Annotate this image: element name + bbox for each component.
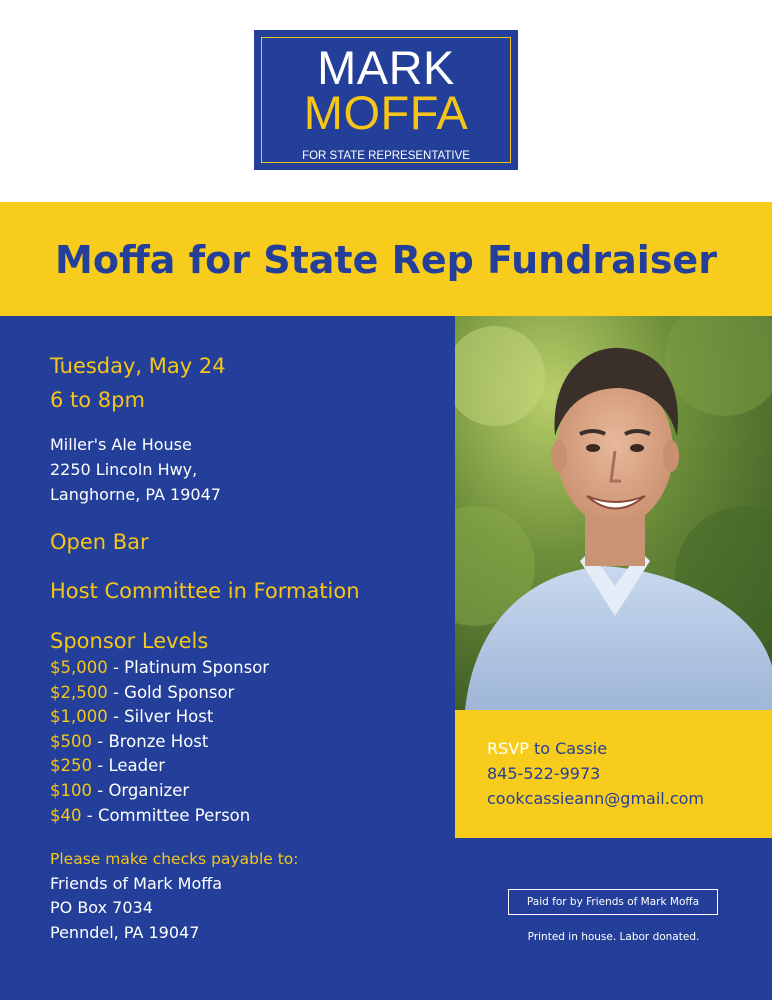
candidate-photo	[455, 316, 772, 710]
rsvp-contact-name: to Cassie	[528, 739, 608, 758]
sponsor-amount: $500	[50, 732, 92, 751]
page-title: Moffa for State Rep Fundraiser	[55, 238, 717, 282]
sponsor-amount: $40	[50, 806, 82, 825]
rsvp-keyword: RSVP	[487, 739, 529, 758]
sponsor-amount: $100	[50, 781, 92, 800]
sponsor-label: - Platinum Sponsor	[107, 658, 270, 677]
logo-last-name: MOFFA	[303, 86, 469, 139]
sponsor-label: - Bronze Host	[92, 732, 209, 751]
rsvp-phone[interactable]: 845-522-9973	[487, 764, 601, 783]
title-band	[0, 202, 772, 316]
event-time: 6 to 8pm	[50, 388, 145, 412]
sponsor-level	[50, 658, 269, 678]
sponsor-label: - Silver Host	[107, 707, 214, 726]
sponsor-amount: $5,000	[50, 658, 108, 677]
logo-subtitle: FOR STATE REPRESENTATIVE	[268, 150, 504, 162]
sponsor-level	[50, 781, 189, 801]
logo-first-name: MARK	[317, 41, 455, 94]
sponsor-label: - Gold Sponsor	[107, 683, 235, 702]
checks-heading: Please make checks payable to:	[50, 850, 299, 868]
sponsor-label: - Committee Person	[81, 806, 251, 825]
rsvp-line	[487, 739, 607, 759]
rsvp-email[interactable]: cookcassieann@gmail.com	[487, 789, 704, 808]
sponsor-level	[50, 707, 213, 727]
paid-for-disclaimer: Paid for by Friends of Mark Moffa	[508, 889, 718, 915]
sponsor-level	[50, 756, 165, 776]
event-date: Tuesday, May 24	[50, 354, 226, 378]
sponsor-level	[50, 732, 208, 752]
sponsor-level	[50, 806, 250, 826]
checks-po-box: PO Box 7034	[50, 898, 153, 917]
checks-city: Penndel, PA 19047	[50, 923, 200, 942]
sponsor-amount: $1,000	[50, 707, 108, 726]
sponsor-levels-heading: Sponsor Levels	[50, 629, 209, 653]
sponsor-label: - Leader	[92, 756, 166, 775]
sponsor-amount: $250	[50, 756, 92, 775]
open-bar-heading: Open Bar	[50, 530, 149, 554]
rsvp-box	[455, 710, 772, 838]
venue-city: Langhorne, PA 19047	[50, 485, 221, 504]
sponsor-amount: $2,500	[50, 683, 108, 702]
sponsor-label: - Organizer	[92, 781, 190, 800]
sponsor-level	[50, 683, 234, 703]
campaign-logo	[254, 30, 518, 170]
venue-name: Miller's Ale House	[50, 435, 192, 454]
host-committee-heading: Host Committee in Formation	[50, 579, 360, 603]
printed-note: Printed in house. Labor donated.	[527, 931, 700, 943]
venue-street: 2250 Lincoln Hwy,	[50, 460, 198, 479]
checks-payee: Friends of Mark Moffa	[50, 874, 223, 893]
